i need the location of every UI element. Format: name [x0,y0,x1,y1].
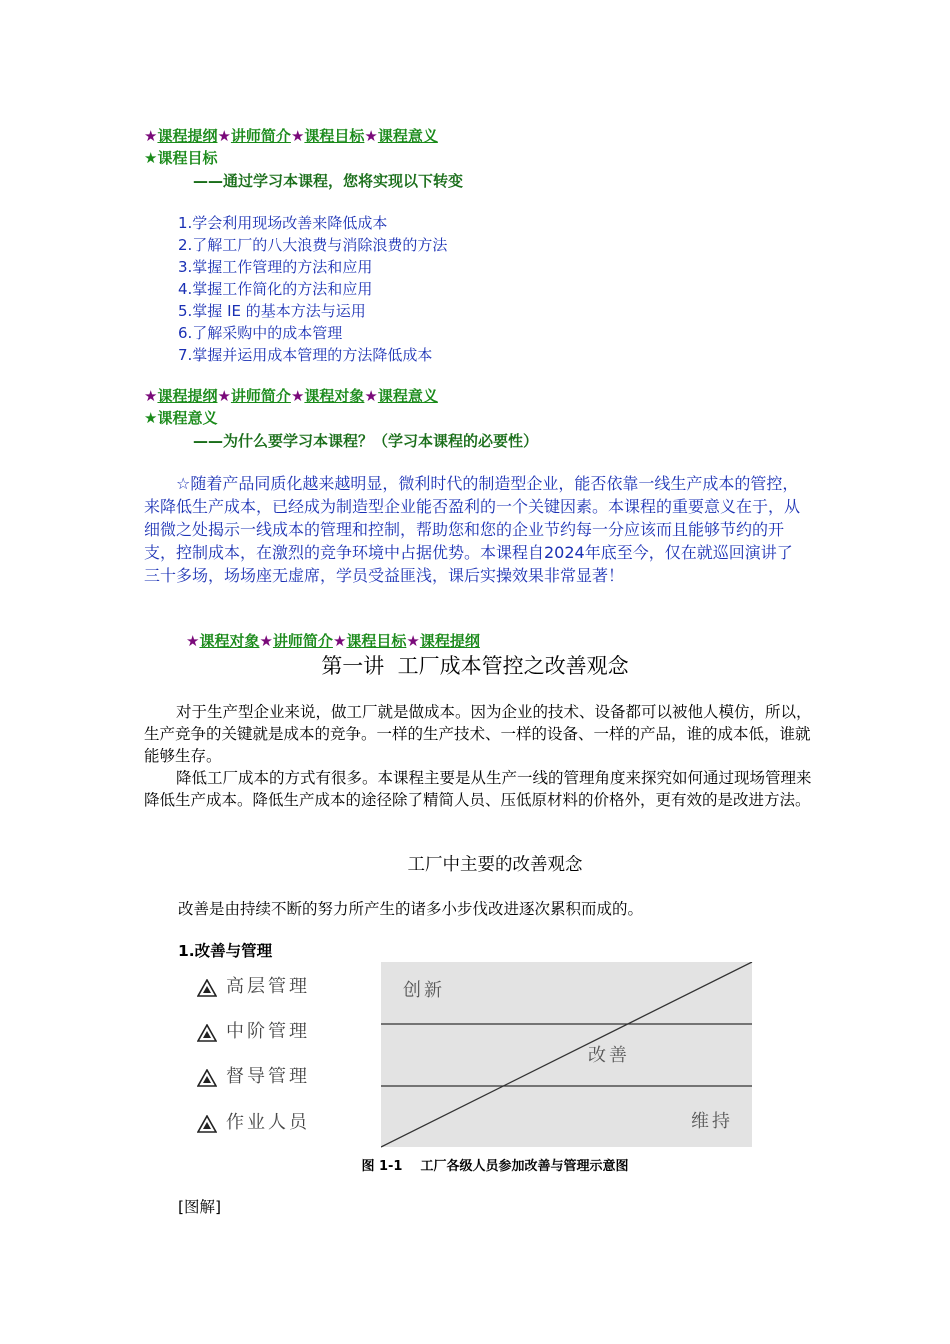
star-icon: ★ [406,632,420,650]
improvement-management-diagram [381,962,753,1148]
nav-link-significance[interactable]: 课程意义 [377,127,438,145]
nav-link-goals[interactable]: 课程目标 [304,127,365,145]
nav-link-instructor[interactable]: 讲师简介 [230,387,291,405]
star-icon: ★ [332,632,347,650]
list-item: 2.了解工厂的八大浪费与消除浪费的方法 [178,236,448,254]
lecture-paragraph-3: 改善是由持续不断的努力所产生的诸多小步伐改进逐次累积而成的。 [178,900,644,918]
star-icon: ★ [186,632,200,650]
lecture-paragraph-1: 对于生产型企业来说，做工厂就是做成本。因为企业的技术、设备都可以被他人模仿，所以，生产竞争的关键就是成本的竞争。一样的生产技术、一样的设备、一样的产品，谁的成本低，谁就能够生存。 [144,703,812,765]
warning-triangle-icon [197,979,217,997]
zone-label-maintenance: 维持 [691,1111,733,1132]
star-icon: ★ [144,127,158,145]
list-item: 3.掌握工作管理的方法和应用 [178,258,373,276]
lecture-paragraph-2: 降低工厂成本的方式有很多。本课程主要是从生产一线的管理角度来探究如何通过现场管理来降低生产成本。降低生产成本的途径除了精简人员、压低原材料的价格外，更有效的是改进方法。 [144,769,812,809]
list-item: 7.掌握并运用成本管理的方法降低成本 [178,346,433,364]
star-icon: ★ [364,387,378,405]
significance-paragraph: ☆随着产品同质化越来越明显，微利时代的制造型企业，能否依靠一线生产成本的管控，来降低生产成本，已经成为制造型企业能否盈利的一个关键因素。本课程的重要意义在于，从细微之处揭示一线成本的管理和控制，帮助您和您的企业节约每一分应该而且能够节约的开支，控制成本，在激烈的竞争环境中占据优势。本课程自2024年底至今，仅在就巡回演讲了三十多场，场场座无虚席，学员受益匪浅，课后实操效果非常显著！ [144,474,801,585]
star-icon: ★ [144,387,158,405]
role-label: 中阶管理 [226,1021,310,1042]
nav-row-3 [186,631,480,652]
nav-link-audience[interactable]: 课程对象 [304,387,365,405]
lecture-title: 第一讲 工厂成本管控之改善观念 [321,654,629,678]
nav-link-outline[interactable]: 课程提纲 [419,632,480,650]
list-item: 1.学会利用现场改善来降低成本 [178,214,388,232]
star-icon: ★ [290,387,305,405]
zone-label-improvement: 改善 [588,1045,630,1066]
zone-label-innovation: 创新 [403,980,445,1001]
star-icon: ★ [217,387,231,405]
section-subtitle-significance: ——为什么要学习本课程？（学习本课程的必要性） [193,432,539,450]
star-icon: ★ [290,127,305,145]
nav-link-outline[interactable]: 课程提纲 [157,127,218,145]
role-label: 作业人员 [226,1112,310,1133]
nav-link-instructor[interactable]: 讲师简介 [272,632,333,650]
list-item: 4.掌握工作简化的方法和应用 [178,280,373,298]
figure-caption: 图 1-1 工厂各级人员参加改善与管理示意图 [361,1159,629,1174]
star-icon: ★ [364,127,378,145]
lecture-subtitle: 工厂中主要的改善观念 [407,855,583,875]
figure-explanation-label: [图解] [178,1198,222,1216]
nav-link-significance[interactable]: 课程意义 [377,387,438,405]
list-item: 5.掌握 IE 的基本方法与运用 [178,302,366,320]
nav-link-goals[interactable]: 课程目标 [346,632,407,650]
star-icon: ★ [217,127,231,145]
nav-row-2 [144,386,438,407]
nav-link-outline[interactable]: 课程提纲 [157,387,218,405]
role-label: 督导管理 [226,1066,310,1087]
section-title-goals: ★课程目标 [144,149,218,167]
nav-link-audience[interactable]: 课程对象 [199,632,260,650]
section-subtitle-goals: ——通过学习本课程，您将实现以下转变 [193,172,464,190]
warning-triangle-icon [197,1024,217,1042]
star-icon: ★ [259,632,273,650]
role-label: 高层管理 [226,976,310,997]
goals-list [178,212,447,366]
nav-row-1 [144,126,438,147]
warning-triangle-icon [197,1115,217,1133]
warning-triangle-icon [197,1069,217,1087]
point-heading: 1.改善与管理 [178,942,273,960]
nav-link-instructor[interactable]: 讲师简介 [230,127,291,145]
list-item: 6.了解采购中的成本管理 [178,324,343,342]
section-title-significance: ★课程意义 [144,409,218,427]
